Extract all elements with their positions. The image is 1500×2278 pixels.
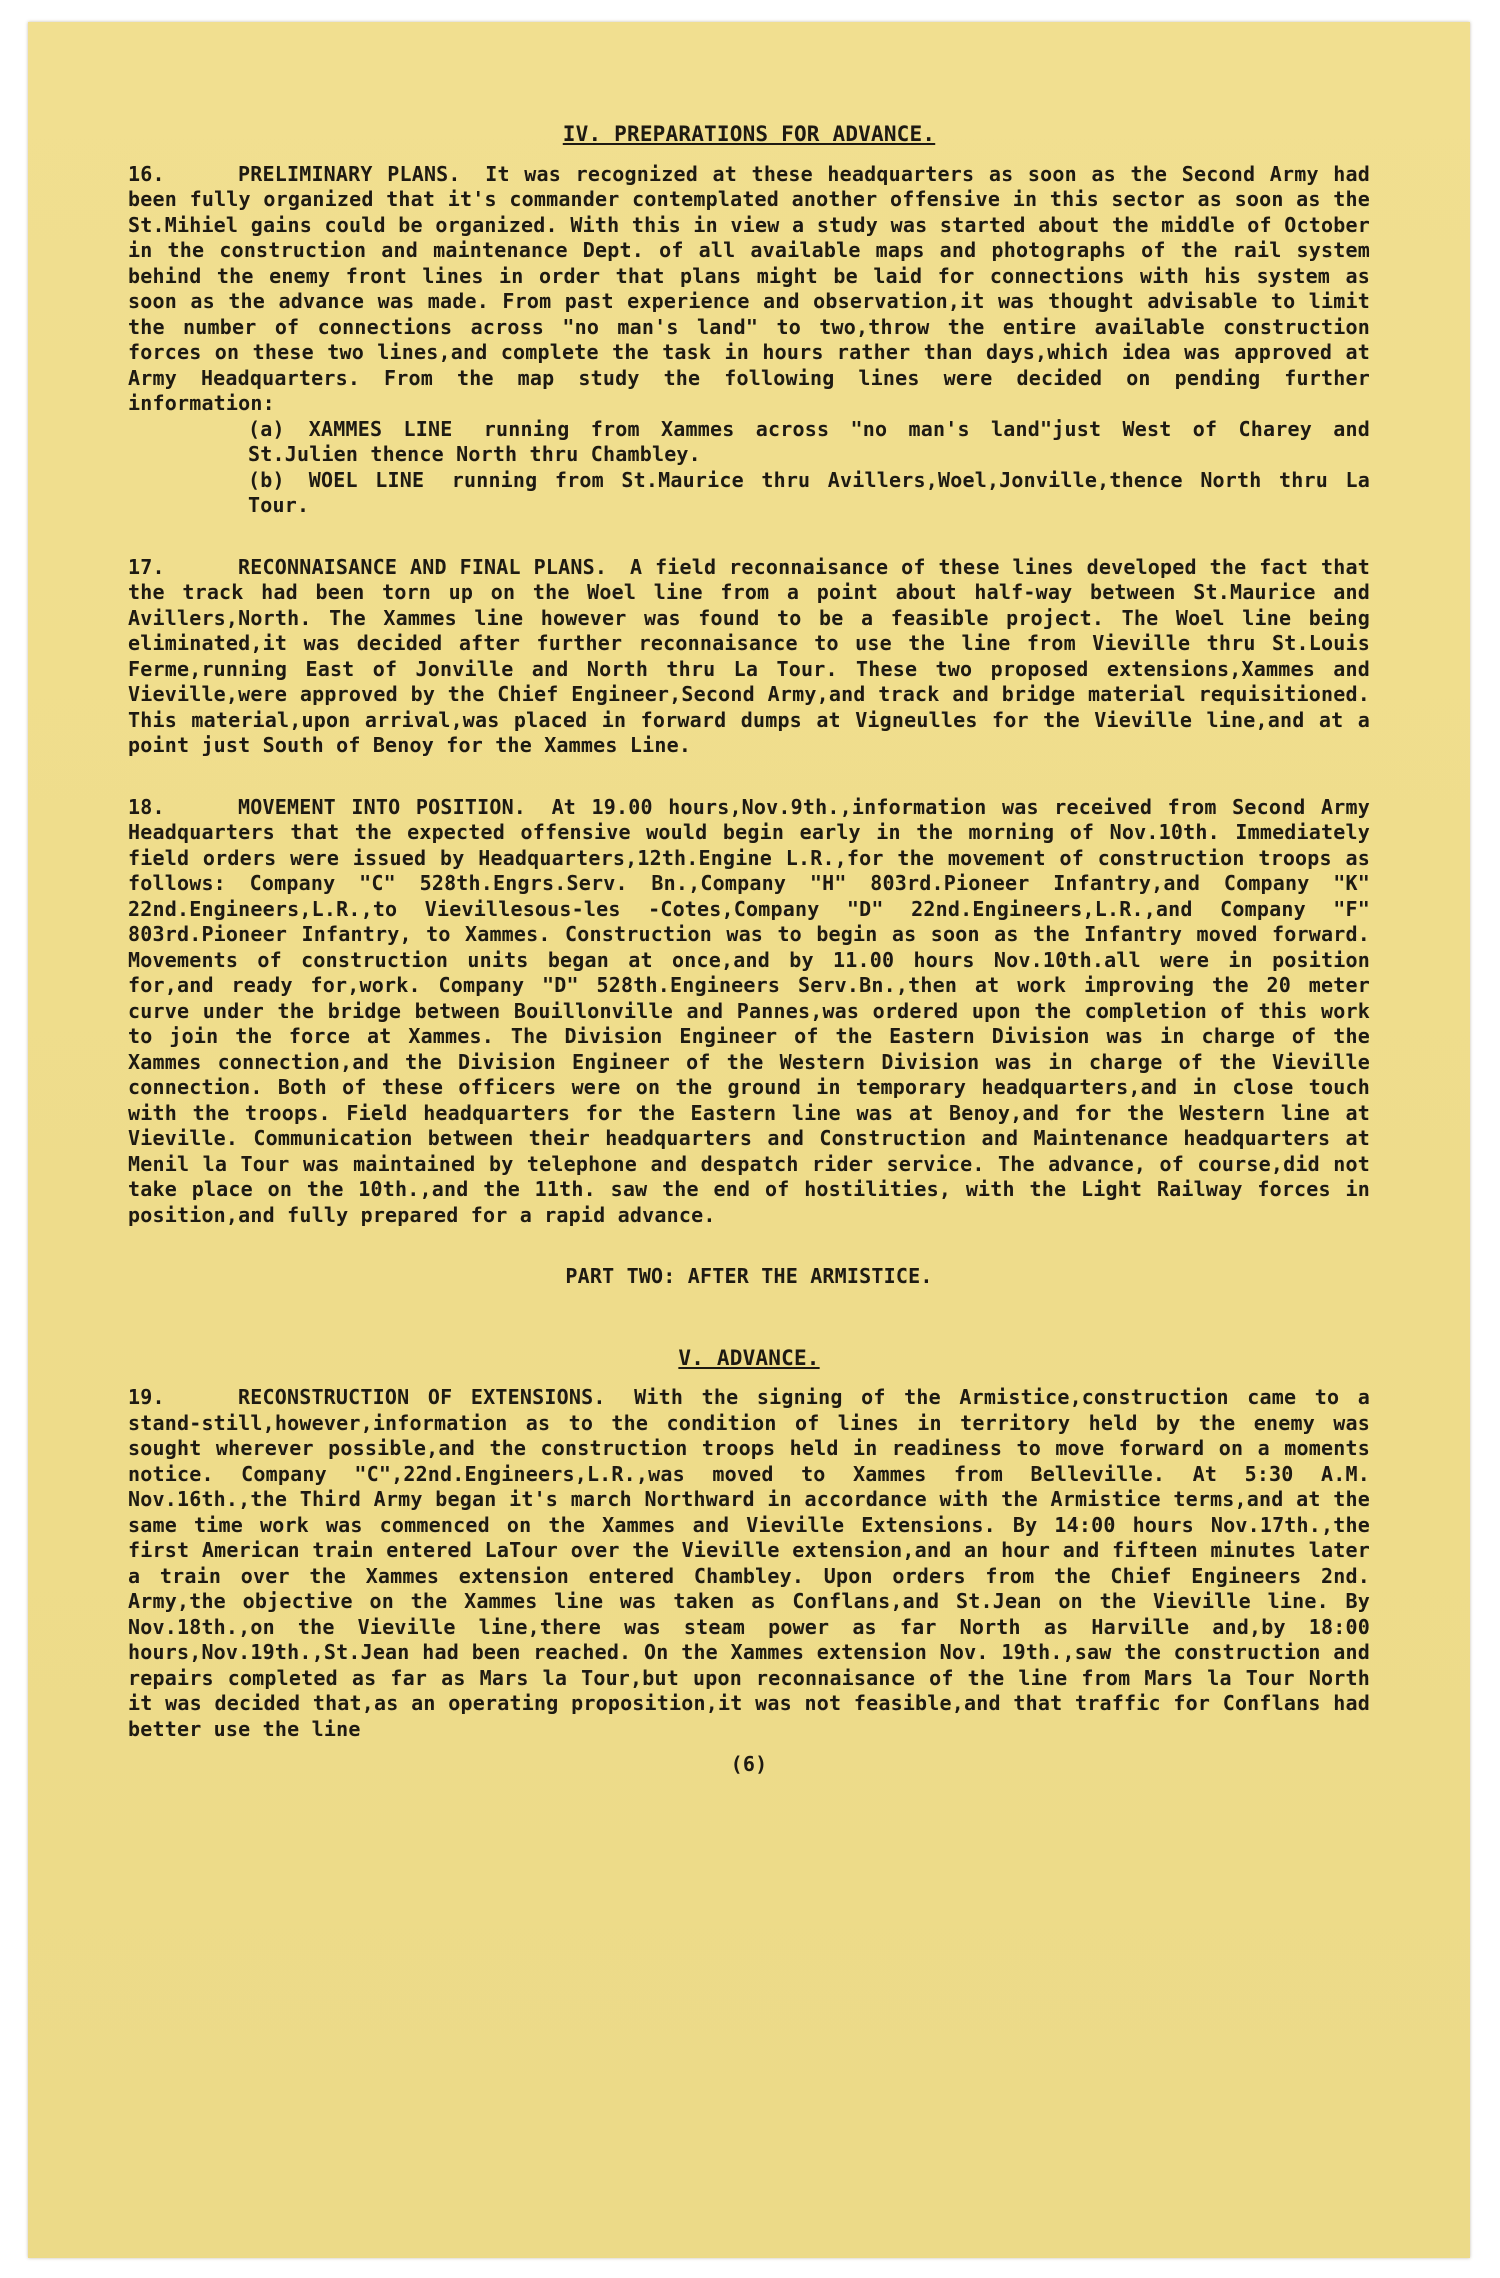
paragraph-text: With the signing of the Armistice,construction came to a stand-still,however,information as to the condition of lines in territory held by the enemy was sought wherever possible,and the construction troops held in readiness to move forward on a moments notice. Company "C",22nd.Engineers,L.R.,was moved to Xammes from Belleville. At 5:30 A.M. Nov.16th.,the Third Army began it's march Northward in accordance with the Armistice terms,and at the same time work was commenced on the Xammes and Vieville Extensions. By 14:00 hours Nov.17th.,the first American train entered LaTour over the Vieville extension,and an hour and fifteen minutes later a train over the Xammes extension entered Chambley. Upon orders from the Chief Engineers 2nd. Army,the objective on the Xammes line was taken as Conflans,and St.Jean on the Vieville line. By Nov.18th.,on the Vieville line,there was steam power as far North as Harville and,by 18:00 hours,Nov.19th.,St.Jean had been reached. On the Xammes extension Nov. 19th.,saw the construction and repairs completed as far as Mars la Tour,but upon reconnaisance of the line from Mars la Tour North it was decided that,as an operating proposition,it was not feasible,and that traffic for Conflans had better use the line xyxy=(128,1385,1371,1741)
paragraph-number: 18. xyxy=(128,794,165,819)
paragraph-17 xyxy=(128,555,1370,759)
paragraph-number: 17. xyxy=(128,554,165,579)
paragraph-16 xyxy=(128,162,1370,519)
paragraph-title: MOVEMENT INTO POSITION. xyxy=(238,794,527,819)
list-item-title: XAMMES LINE xyxy=(308,416,453,441)
paragraph-number: 16. xyxy=(128,161,165,186)
paragraph-18 xyxy=(128,795,1370,1229)
paragraph-title: PRELIMINARY PLANS. xyxy=(238,161,461,186)
paragraph-title: RECONNAISANCE AND FINAL PLANS. xyxy=(238,554,608,579)
document-page xyxy=(28,22,1470,2258)
part-title: PART TWO: AFTER THE ARMISTICE. xyxy=(565,1264,933,1288)
list-item-b xyxy=(128,468,1370,519)
paragraph-text: A field reconnaisance of these lines developed the fact that the track had been torn up on the Woel line from a point about half-way between St.Maurice and Avillers,North. The Xammes line however was found to be a feasible project. The Woel line being eliminated,it was decided after further reconnaisance to use the line from Vieville thru St.Louis Ferme,running East of Jonville and North thru La Tour. These two proposed extensions,Xammes and Vieville,were approved by the Chief Engineer,Second Army,and track and bridge material requisitioned. This material,upon arrival,was placed in forward dumps at Vigneulles for the Vieville line,and at a point just South of Benoy for the Xammes Line. xyxy=(128,554,1371,757)
paragraph-text: It was recognized at these headquarters as soon as the Second Army had been fully organized that it's commander contemplated another offensive in this sector as soon as the St.Mihiel gains could be organized. With this in view a study was started about the middle of October in the construction and maintenance Dept. of all available maps and photographs of the rail system behind the enemy front lines in order that plans might be laid for connections with his system as soon as the advance was made. From past experience and observation,it was thought advisable to limit the number of connections across "no man's land" to two,throw the entire available construction forces on these two lines,and complete the task in hours rather than days,which idea was approved at Army Headquarters. From the map study the following lines were decided on pending further information: xyxy=(128,161,1371,415)
paragraph-number: 19. xyxy=(128,1385,165,1409)
page-number: (6) xyxy=(730,1752,768,1776)
section-heading-advance: V. ADVANCE. xyxy=(678,1345,820,1370)
section-heading-preparations: IV. PREPARATIONS FOR ADVANCE. xyxy=(562,122,936,146)
list-item-text: running from Xammes across "no man's land"just West of Charey and St.Julien thence North thru Chambley. xyxy=(248,416,1371,466)
list-item-text: running from St.Maurice thru Avillers,Woel,Jonville,thence North thru La Tour. xyxy=(248,467,1371,517)
list-item-a xyxy=(128,417,1370,468)
paragraph-title: RECONSTRUCTION OF EXTENSIONS. xyxy=(238,1385,606,1409)
list-item-title: WOEL LINE xyxy=(308,467,425,492)
list-item-label: (b) xyxy=(248,467,285,492)
list-item-label: (a) xyxy=(248,416,285,441)
paragraph-text: At 19.00 hours,Nov.9th.,information was received from Second Army Headquarters that the expected offensive would begin early in the morning of Nov.10th. Immediately field orders were issued by Headquarters,12th.Engine L.R.,for the movement of construction troops as follows: Company "C" 528th.Engrs.Serv. Bn.,Company "H" 803rd.Pioneer Infantry,and Company "K" 22nd.Engineers,L.R.,to Vievillesous-les -Cotes,Company "D" 22nd.Engineers,L.R.,and Company "F" 803rd.Pioneer Infantry, to Xammes. Construction was to begin as soon as the Infantry moved forward. Movements of construction units began at once,and by 11.00 hours Nov.10th.all were in position for,and ready for,work. Company "D" 528th.Engineers Serv.Bn.,then at work improving the 20 meter curve under the bridge between Bouillonville and Pannes,was ordered upon the completion of this work to join the force at Xammes. The Division Engineer of the Eastern Division was in charge of the Xammes connection,and the Division Engineer of the Western Division was in charge of the Vieville connection. Both of these officers were on the ground in temporary headquarters,and in close touch with the troops. Field headquarters for the Eastern line was at Benoy,and for the Western line at Vieville. Communication between their headquarters and Construction and Maintenance headquarters at Menil la Tour was maintained by telephone and despatch rider service. The advance, of course,did not take place on the 10th.,and the 11th. saw the end of hostilities, with the Light Railway forces in position,and fully prepared for a rapid advance. xyxy=(128,794,1371,1227)
paragraph-19 xyxy=(128,1385,1370,1742)
